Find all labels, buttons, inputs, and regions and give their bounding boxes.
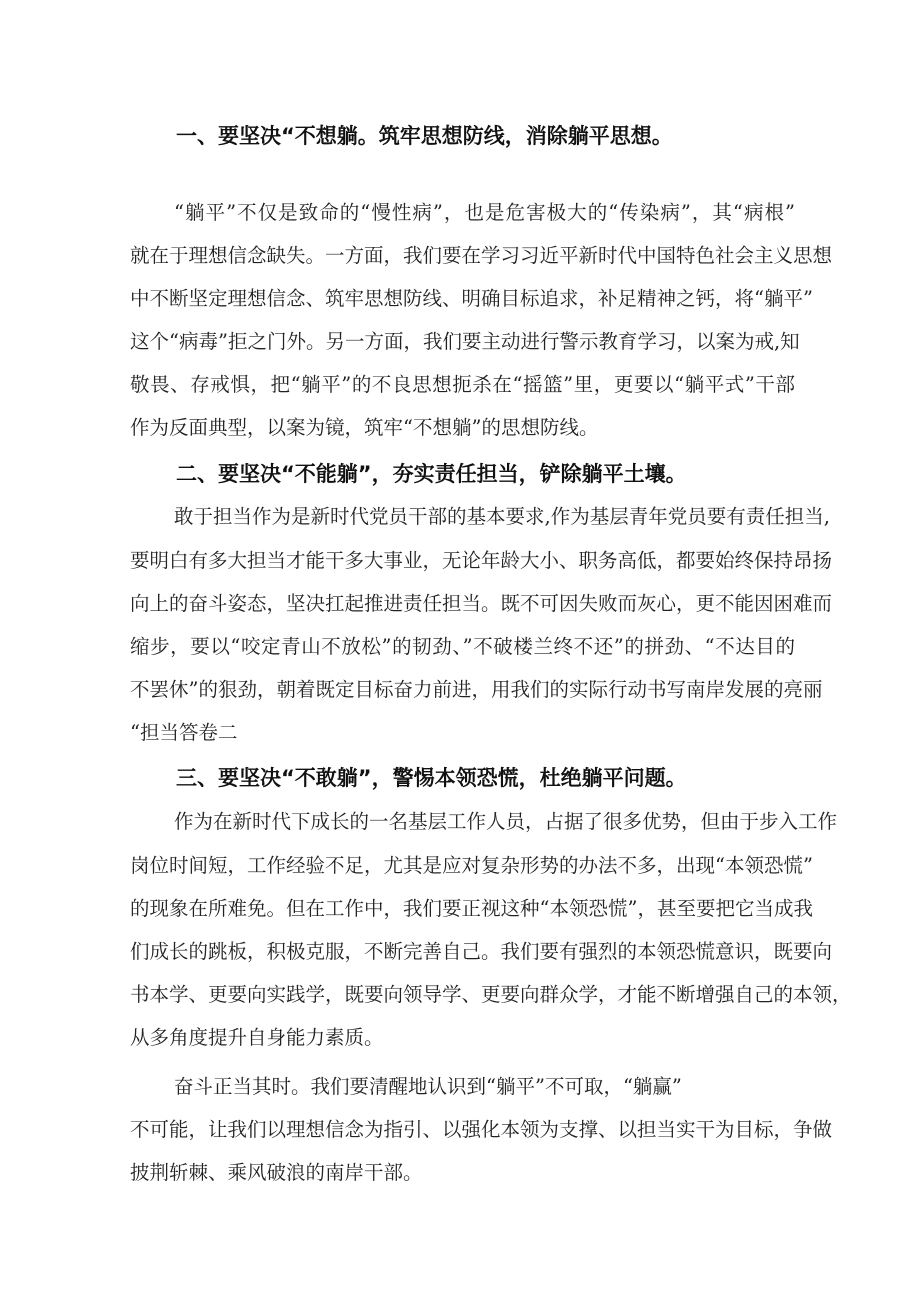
section-2-line-6: “担当答卷二 [130, 721, 238, 744]
section-2-line-2: 要明白有多大担当才能干多大事业，无论年龄大小、职务高低，都要始终保持昂扬 [130, 549, 833, 572]
section-3-line-4: 们成长的跳板，积极克服，不断完善自己。我们要有强烈的本领恐慌意识，既要向 [130, 940, 833, 963]
section-1-heading: 一、要坚决“不想躺。筑牢思想防线，消除躺平思想。 [176, 124, 673, 148]
section-3-line-1: 作为在新时代下成长的一名基层工作人员，占据了很多优势，但由于步入工作 [174, 810, 838, 833]
section-1-line-6: 作为反面典型，以案为镜，筑牢“不想躺”的思想防线。 [130, 416, 599, 439]
section-1-line-5: 敬畏、存戒惧，把“躺平”的不良思想扼杀在“摇篮”里，更要以“躺平式”干部 [130, 373, 795, 396]
closing-line-3: 披荆斩棘、乘风破浪的南岸干部。 [130, 1161, 423, 1184]
section-2-line-5: 不罢休”的狠劲，朝着既定目标奋力前进，用我们的实际行动书写南岸发展的亮丽 [130, 678, 823, 701]
section-1-line-3: 中不断坚定理想信念、筑牢思想防线、明确目标追求，补足精神之钙，将“躺平” [130, 287, 813, 310]
section-1-line-4: 这个“病毒”拒之门外。另一方面，我们要主动进行警示教育学习，以案为戒,知 [130, 330, 800, 353]
section-3-line-5: 书本学、更要向实践学，既要向领导学、更要向群众学，才能不断增强自己的本领， [130, 983, 852, 1006]
closing-line-1: 奋斗正当其时。我们要清醒地认识到“躺平”不可取，“躺赢” [174, 1075, 682, 1098]
section-1-line-2: 就在于理想信念缺失。一方面，我们要在学习习近平新时代中国特色社会主义思想 [130, 244, 833, 267]
section-2-line-3: 向上的奋斗姿态，坚决扛起推进责任担当。既不可因失败而灰心，更不能因困难而 [130, 592, 833, 615]
section-3-heading: 三、要坚决“不敢躺”，警惕本领恐慌，杜绝躺平问题。 [176, 766, 687, 790]
section-1-line-1: “躺平”不仅是致命的“慢性病”，也是危害极大的“传染病”，其“病根” [174, 201, 795, 224]
section-2-line-1: 敢于担当作为是新时代党员干部的基本要求,作为基层青年党员要有责任担当, [174, 505, 830, 528]
section-3-line-3: 的现象在所难免。但在工作中，我们要正视这种“本领恐慌”，甚至要把它当成我 [130, 897, 813, 920]
section-2-heading: 二、要坚决“不能躺”，夯实责任担当，铲除躺平土壤。 [176, 462, 687, 486]
section-3-line-6: 从多角度提升自身能力素质。 [130, 1026, 384, 1049]
closing-line-2: 不可能，让我们以理想信念为指引、以强化本领为支撑、以担当实干为目标，争做 [130, 1118, 833, 1141]
section-3-line-2: 岗位时间短，工作经验不足，尤其是应对复杂形势的办法不多，出现“本领恐慌” [130, 854, 813, 877]
section-2-line-4: 缩步，要以“咬定青山不放松”的韧劲、”不破楼兰终不还”的拼劲、“不达目的 [130, 635, 795, 658]
